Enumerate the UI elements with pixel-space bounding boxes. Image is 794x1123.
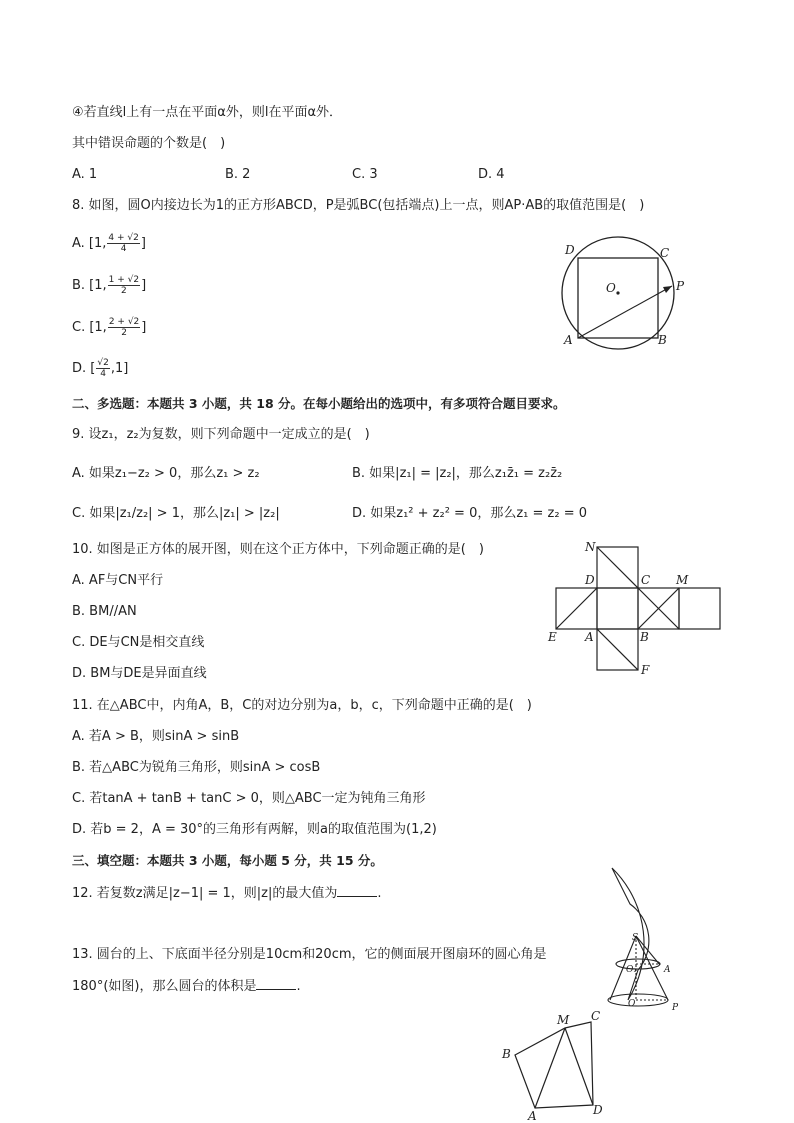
q8-option-d	[72, 358, 128, 379]
q12-answer-blank	[337, 884, 377, 897]
label-o1: O₁	[626, 965, 637, 975]
label-a: A	[564, 333, 573, 347]
q8-b-close: ]	[141, 278, 147, 293]
net-square-4	[679, 588, 720, 629]
label-s: S	[632, 933, 639, 943]
q10-option-a: A. AF与CN平行	[72, 573, 164, 588]
q11-option-a: A. 若A > B，则sinA > sinB	[72, 729, 240, 744]
q8-option-b	[72, 275, 146, 296]
q8-a-label: A. [1,	[72, 236, 107, 251]
q10-option-d: D. BM与DE是异面直线	[72, 666, 207, 681]
q10-option-b: B. BM//AN	[72, 604, 137, 619]
label-m: M	[557, 1013, 570, 1027]
label-b: B	[502, 1047, 511, 1061]
q12-stem: 12. 若复数z满足|z−1| = 1，则|z|的最大值为	[72, 886, 338, 901]
q8-a-num: 4 + √2	[108, 233, 139, 243]
q10-stem: 10. 如图是正方体的展开图，则在这个正方体中，下列命题正确的是( )	[72, 542, 484, 557]
section-2-heading: 二、多选题：本题共 3 小题，共 18 分。在每小题给出的选项中，有多项符合题目要求。	[72, 396, 566, 411]
label-d: D	[585, 573, 595, 587]
diag-nc	[597, 547, 638, 588]
q7-option-b: B. 2	[225, 167, 251, 182]
q8-a-fraction	[107, 233, 139, 254]
q8-c-den: 2	[121, 328, 127, 338]
q10-cube-net-figure	[545, 540, 725, 680]
q8-a-close: ]	[140, 236, 146, 251]
q13-answer-blank	[256, 977, 296, 990]
q8-c-num: 2 + √2	[108, 317, 140, 327]
q13-line2	[72, 977, 301, 996]
label-p: P	[676, 279, 685, 293]
label-p: P	[672, 1003, 679, 1013]
q8-b-label: B. [1,	[72, 278, 107, 293]
label-m: M	[676, 573, 689, 587]
q13-line1: 13. 圆台的上、下底面半径分别是10cm和20cm，它的侧面展开图扇环的圆心角是	[72, 947, 547, 962]
diag-de	[556, 588, 597, 629]
q13-frustum-figure	[600, 860, 725, 1020]
label-a: A	[585, 630, 594, 644]
q8-d-fraction	[96, 358, 109, 379]
label-n: N	[585, 540, 596, 554]
q7-option-c: C. 3	[352, 167, 378, 182]
q11-option-d: D. 若b = 2，A = 30°的三角形有两解，则a的取值范围为(1,2)	[72, 822, 437, 837]
q8-option-a	[72, 233, 146, 254]
line-md	[565, 1028, 593, 1105]
q8-c-close: ]	[141, 320, 147, 335]
line-am	[535, 1028, 565, 1108]
label-a: A	[528, 1109, 537, 1123]
q9-stem: 9. 设z₁，z₂为复数，则下列命题中一定成立的是( )	[72, 427, 370, 442]
label-b: B	[658, 333, 667, 347]
label-d: D	[593, 1103, 603, 1117]
q12-line	[72, 884, 382, 903]
q13-line2-text: 180°(如图)，那么圆台的体积是	[72, 979, 257, 994]
q8-b-den: 2	[121, 286, 127, 296]
q9-option-a: A. 如果z₁−z₂ > 0，那么z₁ > z₂	[72, 466, 260, 481]
label-f: F	[641, 663, 650, 677]
label-a: A	[664, 965, 671, 975]
q8-circle-figure	[550, 240, 700, 355]
q9-option-b: B. 如果|z₁| = |z₂|，那么z₁z̄₁ = z₂z̄₂	[352, 466, 563, 481]
q7-prompt: 其中错误命题的个数是( )	[72, 136, 226, 151]
q8-c-label: C. [1,	[72, 320, 107, 335]
q8-d-label: D. [	[72, 361, 96, 376]
arrow-head	[663, 286, 672, 293]
q9-option-c: C. 如果|z₁/z₂| > 1，那么|z₁| > |z₂|	[72, 506, 280, 521]
q12-end: .	[377, 886, 382, 901]
q13-end: .	[296, 979, 301, 994]
label-c: C	[660, 246, 670, 260]
q8-b-fraction	[108, 275, 140, 296]
q7-option-d: D. 4	[478, 167, 505, 182]
center-dot	[616, 291, 619, 294]
q8-d-tail: ,1]	[110, 361, 129, 376]
q8-option-c	[72, 317, 146, 338]
q8-stem: 8. 如图，圆O内接边长为1的正方形ABCD，P是弧BC(包括端点)上一点，则AP·AB的取值范围是( )	[72, 198, 645, 213]
quad-abcd	[515, 1022, 593, 1108]
q7-item4: ④若直线l上有一点在平面α外，则l在平面α外．	[72, 105, 343, 120]
label-d: D	[565, 243, 575, 257]
q7-option-a: A. 1	[72, 167, 98, 182]
q9-option-d: D. 如果z₁² + z₂² = 0，那么z₁ = z₂ = 0	[352, 506, 588, 521]
q8-d-den: 4	[100, 369, 106, 379]
square-abcd	[578, 258, 658, 338]
net-square-2	[597, 588, 638, 629]
label-c: C	[641, 573, 651, 587]
q11-option-b: B. 若△ABC为锐角三角形，则sinA > cosB	[72, 760, 321, 775]
q14-quadrilateral-figure	[495, 1009, 615, 1123]
q8-a-den: 4	[120, 244, 127, 254]
q11-option-c: C. 若tanA + tanB + tanC > 0，则△ABC一定为钝角三角形	[72, 791, 426, 806]
q8-c-fraction	[108, 317, 140, 338]
q11-stem: 11. 在△ABC中，内角A，B，C的对边分别为a，b，c，下列命题中正确的是( )	[72, 698, 532, 713]
q8-b-num: 1 + √2	[108, 275, 140, 285]
diag-af	[597, 629, 638, 670]
label-e: E	[548, 630, 557, 644]
q8-d-num: √2	[97, 358, 109, 368]
q10-option-c: C. DE与CN是相交直线	[72, 635, 205, 650]
label-o: O	[606, 281, 616, 295]
label-b: B	[640, 630, 649, 644]
label-o: O	[628, 999, 636, 1009]
section-3-heading: 三、填空题：本题共 3 小题，每小题 5 分，共 15 分。	[72, 853, 383, 868]
label-c: C	[591, 1009, 601, 1023]
